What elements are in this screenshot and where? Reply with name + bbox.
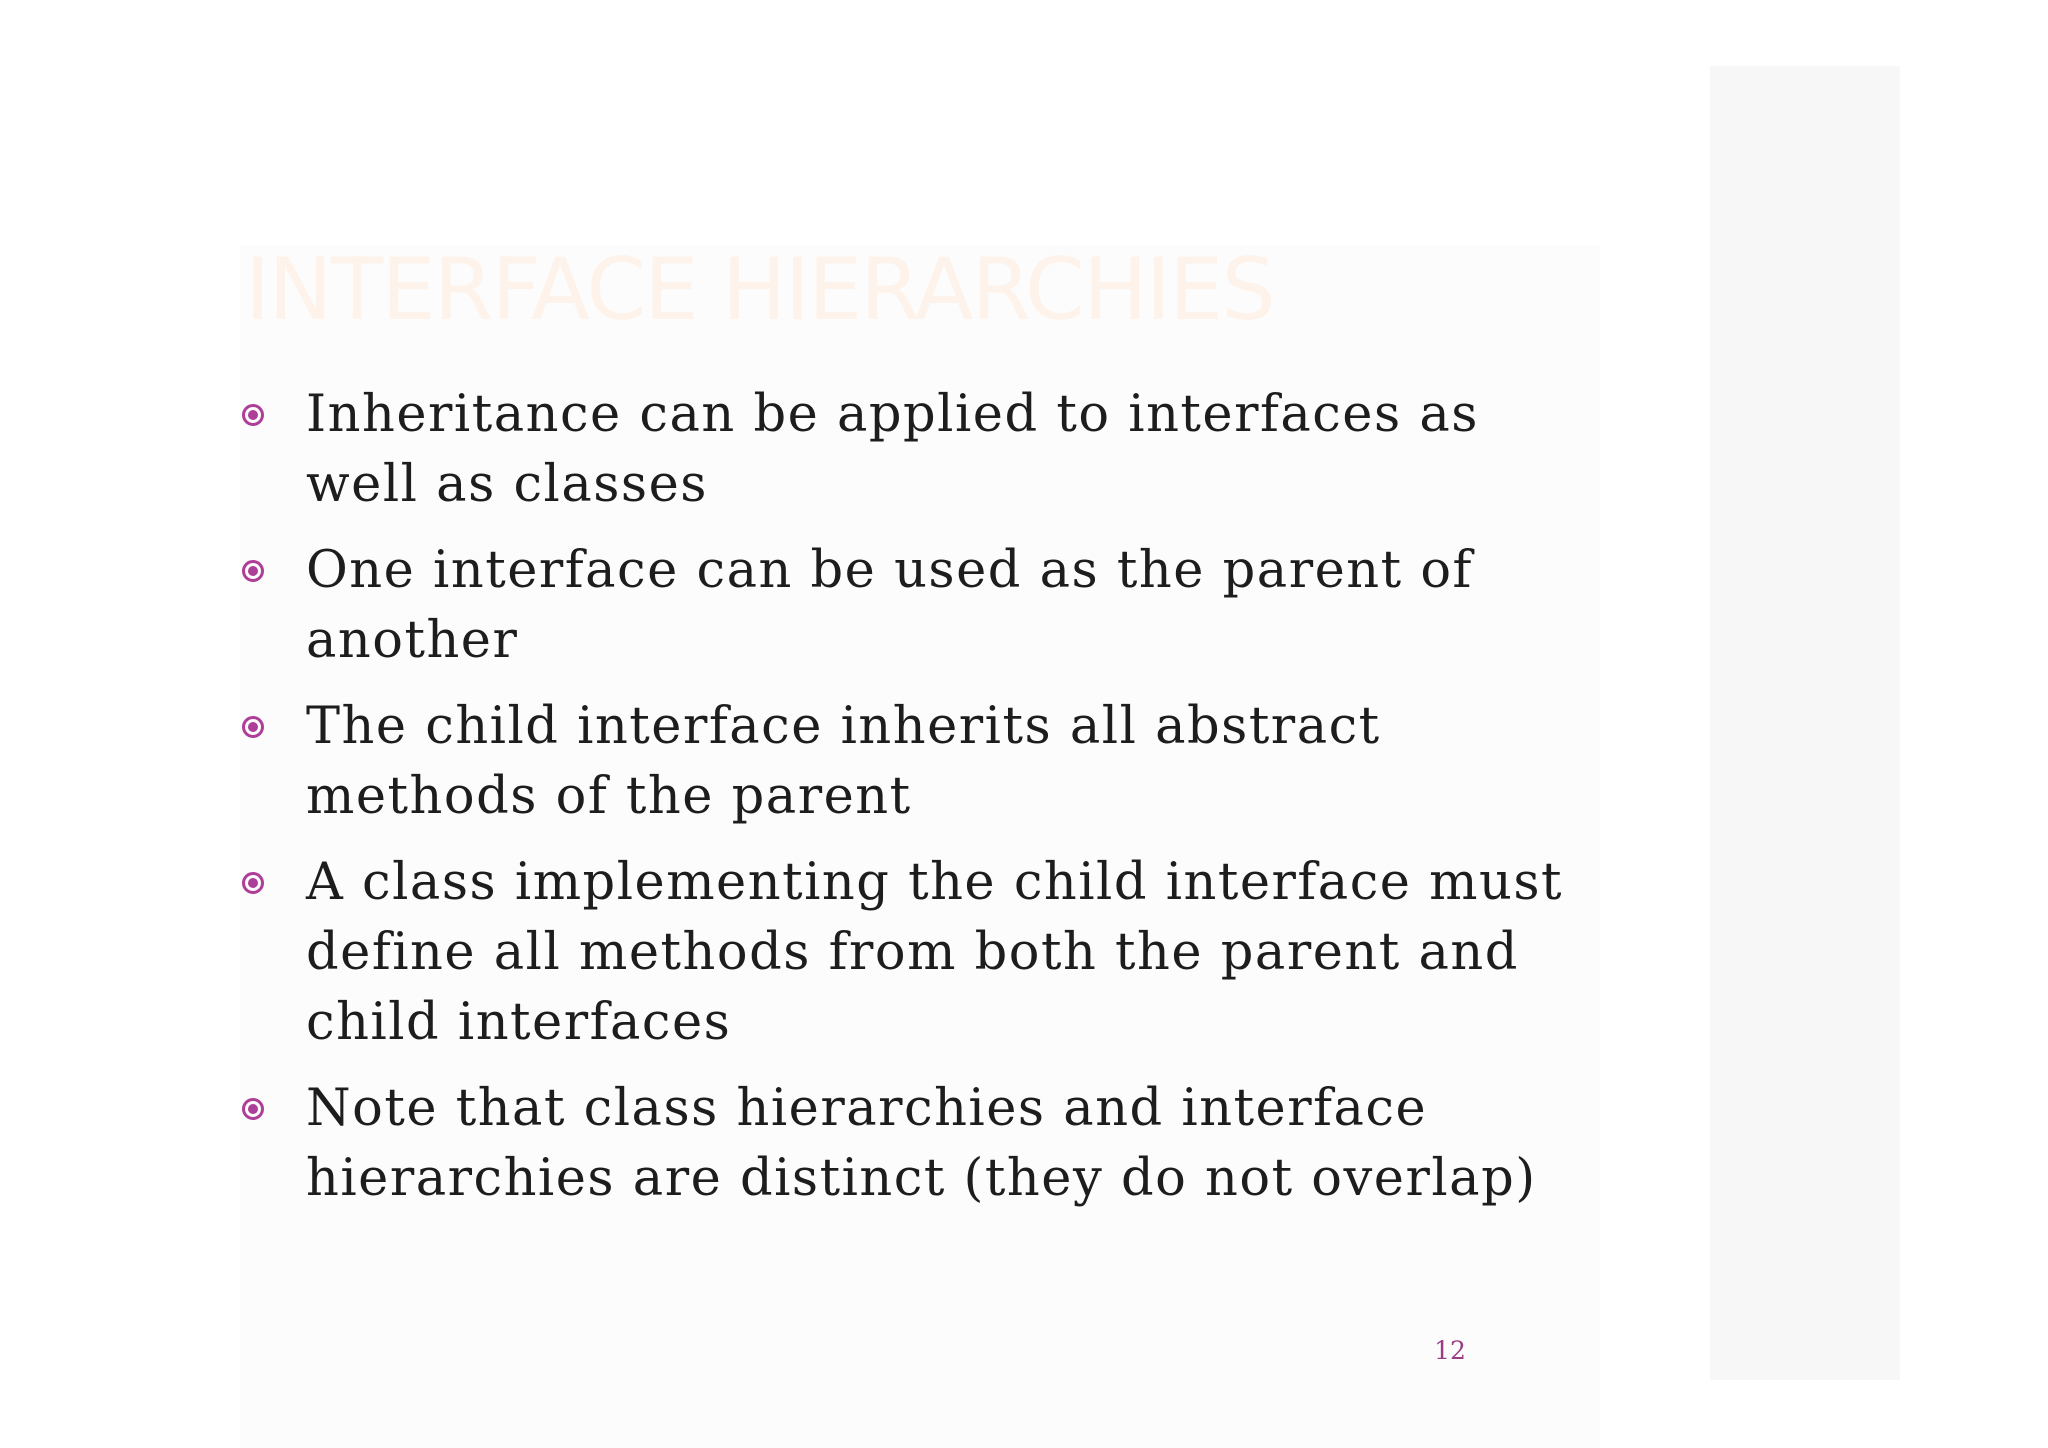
- list-item: [242, 848, 1602, 1058]
- page-number: 12: [1434, 1336, 1466, 1365]
- slide-title: INTERFACE HIERARCHIES: [245, 240, 1274, 340]
- side-bar: [1710, 66, 1900, 1380]
- bullet-text: Inheritance can be applied to interfaces as well as classes: [306, 385, 1479, 514]
- bullet-text: One interface can be used as the parent of another: [306, 541, 1473, 670]
- bullet-text: The child interface inherits all abstract methods of the parent: [306, 697, 1381, 826]
- list-item: [242, 536, 1602, 676]
- circle-bullet-icon: [242, 560, 264, 582]
- list-item: [242, 1074, 1602, 1214]
- bullet-text: Note that class hierarchies and interface hierarchies are distinct (they do not overlap): [306, 1079, 1537, 1208]
- circle-bullet-icon: [242, 1098, 264, 1120]
- circle-bullet-icon: [242, 404, 264, 426]
- circle-bullet-icon: [242, 716, 264, 738]
- list-item: [242, 692, 1602, 832]
- circle-bullet-icon: [242, 872, 264, 894]
- list-item: [242, 380, 1602, 520]
- bullet-list: [242, 380, 1602, 1230]
- bullet-text: A class implementing the child interface must define all methods from both the parent and child interfaces: [306, 853, 1564, 1052]
